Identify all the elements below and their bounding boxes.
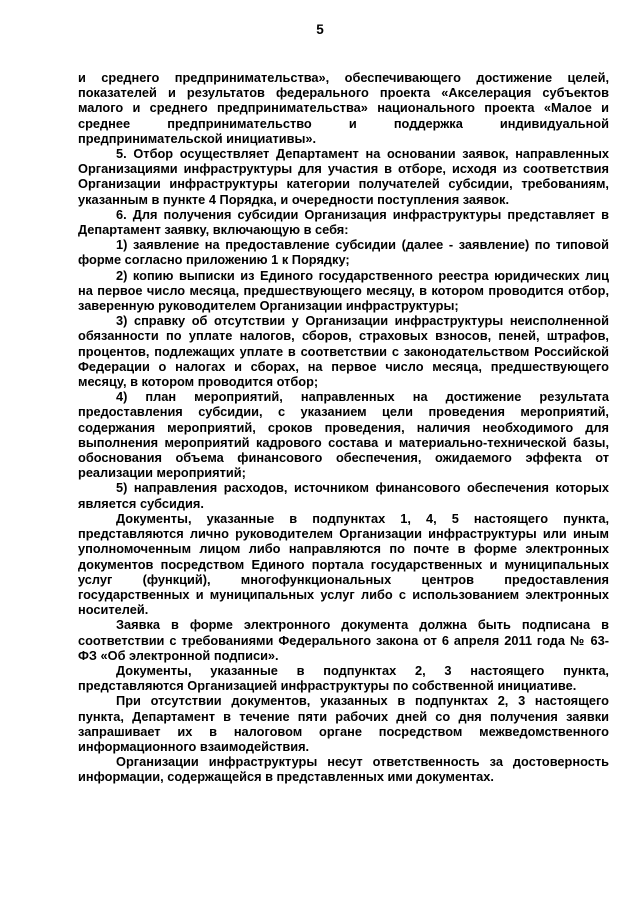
paragraph: и среднего предпринимательства», обеспечивающего достижение целей, показателей и результатов федерального проекта «Акселерация субъектов малого и среднего предпринимательства» национального проекта «Малое и среднее предпринимательство и поддержка индивидуальной предпринимательской инициативы». (78, 70, 609, 146)
paragraph: Документы, указанные в подпунктах 1, 4, 5 настоящего пункта, представляются лично руководителем Организации инфраструктуры или иным уполномоченным лицом либо направляются по почте в форме электронных документов посредством Единого портала государственных и муниципальных услуг (функций), многофункциональных центров предоставления государственных и муниципальных услуг либо с использованием электронных носителей. (78, 510, 609, 618)
paragraph: Организации инфраструктуры несут ответственность за достоверность информации, содержащейся в представленных ими документах. (78, 754, 609, 785)
paragraph: 4) план мероприятий, направленных на достижение результата предоставления субсидии, с указанием цели проведения мероприятий, содержания мероприятий, сроков проведения, наличия необходимого для выполнения мероприятий кадрового состава и материально-технической базы, обоснования объема финансового обеспечения, ожидаемого эффекта от реализации мероприятий; (78, 389, 609, 481)
paragraph: 5. Отбор осуществляет Департамент на основании заявок, направленных Организациями инфраструктуры для участия в отборе, исходя из соответствия Организации инфраструктуры категории получателей субсидии, требованиям, указанным в пункте 4 Порядка, и очередности поступления заявок. (78, 146, 609, 207)
paragraph: 6. Для получения субсидии Организация инфраструктуры представляет в Департамент заявку, включающую в себя: (78, 206, 609, 238)
paragraph: 5) направления расходов, источником финансового обеспечения которых является субсидия. (78, 480, 609, 511)
document-body (78, 70, 609, 785)
paragraph: 1) заявление на предоставление субсидии (далее - заявление) по типовой форме согласно приложению 1 к Порядку; (78, 237, 609, 268)
paragraph: 2) копию выписки из Единого государственного реестра юридических лиц на первое число месяца, предшествующего месяцу, в котором проводится отбор, заверенную руководителем Организации инфраструктуры; (78, 267, 609, 314)
paragraph: Документы, указанные в подпунктах 2, 3 настоящего пункта, представляются Организацией инфраструктуры по собственной инициативе. (78, 662, 609, 694)
paragraph: Заявка в форме электронного документа должна быть подписана в соответствии с требованиями Федерального закона от 6 апреля 2011 года № 63-ФЗ «Об электронной подписи». (78, 617, 609, 663)
paragraph: 3) справку об отсутствии у Организации инфраструктуры неисполненной обязанности по уплате налогов, сборов, страховых взносов, пеней, штрафов, процентов, подлежащих уплате в соответствии с законодательством Российской Федерации о налогах и сборах, на первое число месяца, предшествующего месяцу, в котором проводится отбор; (78, 313, 609, 390)
paragraph: При отсутствии документов, указанных в подпунктах 2, 3 настоящего пункта, Департамент в течение пяти рабочих дней со дня получения заявки запрашивает их в налоговом органе посредством межведомственного информационного взаимодействия. (78, 693, 609, 754)
page-number: 5 (316, 22, 324, 37)
